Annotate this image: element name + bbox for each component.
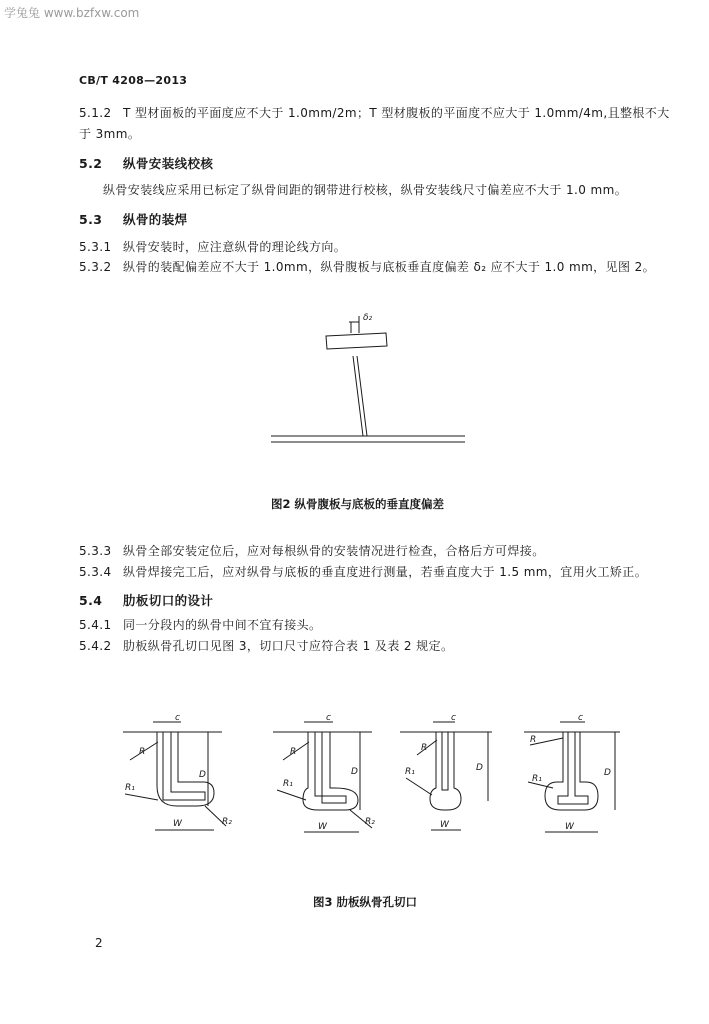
label-d: D [351,767,358,777]
clause-number: 5.1.2 [79,106,112,120]
section-number: 5.2 [79,156,103,171]
cutout-outline [545,732,598,810]
clause-number: 5.4.2 [79,639,112,653]
clause-text: 同一分段内的纵骨中间不宜有接头。 [123,618,322,632]
clause-text: T 型材面板的平面度应不大于 1.0mm/2m；T 型材腹板的平面度不应大于 1.0mm/4m,且整根不大 [123,106,670,120]
clause-text: 纵骨全部安装定位后，应对每根纵骨的安装情况进行检查，合格后方可焊接。 [123,544,545,558]
clause-text: 纵骨焊接完工后，应对纵骨与底板的垂直度进行测量，若垂直度大于 1.5 mm，宜用火工矫正。 [123,565,648,579]
clause-number: 5.3.1 [79,240,112,254]
label-w: W [173,819,182,829]
r1-leader [406,778,432,795]
cutout-type-a [123,713,232,830]
delta-label: δ₂ [363,313,373,323]
face-plate [326,333,387,349]
label-d: D [476,763,483,773]
cutout-type-d [524,713,620,832]
clause-text: 于 3mm。 [79,127,141,141]
label-d: D [604,768,611,778]
label-r1: R₁ [532,774,542,784]
label-w: W [565,822,574,832]
label-r2: R₂ [222,817,232,827]
label-c: c [175,713,180,723]
clause-number: 5.3.3 [79,544,112,558]
label-c: c [326,713,331,723]
clause-text: 纵骨的装配偏差应不大于 1.0mm，纵骨腹板与底板垂直度偏差 δ₂ 应不大于 1.0 mm，见图 2。 [123,260,656,274]
clause-text: 纵骨安装线应采用已标定了纵骨间距的钢带进行校核，纵骨安装线尺寸偏差应不大于 1.0 mm。 [103,183,628,197]
label-c: c [578,713,583,723]
r1-leader [125,794,158,800]
section-title: 肋板切口的设计 [123,593,214,608]
clause-number: 5.3.4 [79,565,112,579]
standard-code: CB/T 4208—2013 [79,74,188,87]
figure-2-caption: 图2 纵骨腹板与底板的垂直度偏差 [271,497,445,511]
label-r: R [530,735,537,745]
label-d: D [199,770,206,780]
figure-3-caption: 图3 肋板纵骨孔切口 [313,895,418,909]
label-r1: R₁ [125,783,135,793]
clause-text: 纵骨安装时，应注意纵骨的理论线方向。 [123,240,347,254]
label-r1: R₁ [283,779,293,789]
label-r: R [421,743,428,753]
label-c: c [451,713,456,723]
label-r: R [290,747,297,757]
section-number: 5.4 [79,593,103,608]
cutout-outline [430,732,461,810]
clause-number: 5.4.1 [79,618,112,632]
page-number: 2 [95,936,103,950]
label-r: R [139,747,146,757]
section-title: 纵骨安装线校核 [123,156,214,171]
figure-2-drawing [271,313,465,442]
clause-number: 5.3.2 [79,260,112,274]
clause-text: 肋板纵骨孔切口见图 3，切口尺寸应符合表 1 及表 2 规定。 [123,639,454,653]
cutout-type-c [400,713,492,830]
label-w: W [440,820,449,830]
label-r2: R₂ [365,817,375,827]
section-title: 纵骨的装焊 [123,212,188,227]
label-r1: R₁ [405,767,415,777]
cutout-type-b [273,713,375,832]
watermark: 学兔兔 www.bzfxw.com [4,6,140,20]
cutout-outline [303,732,358,810]
section-number: 5.3 [79,212,103,227]
label-w: W [318,822,327,832]
r1-leader [277,790,306,800]
